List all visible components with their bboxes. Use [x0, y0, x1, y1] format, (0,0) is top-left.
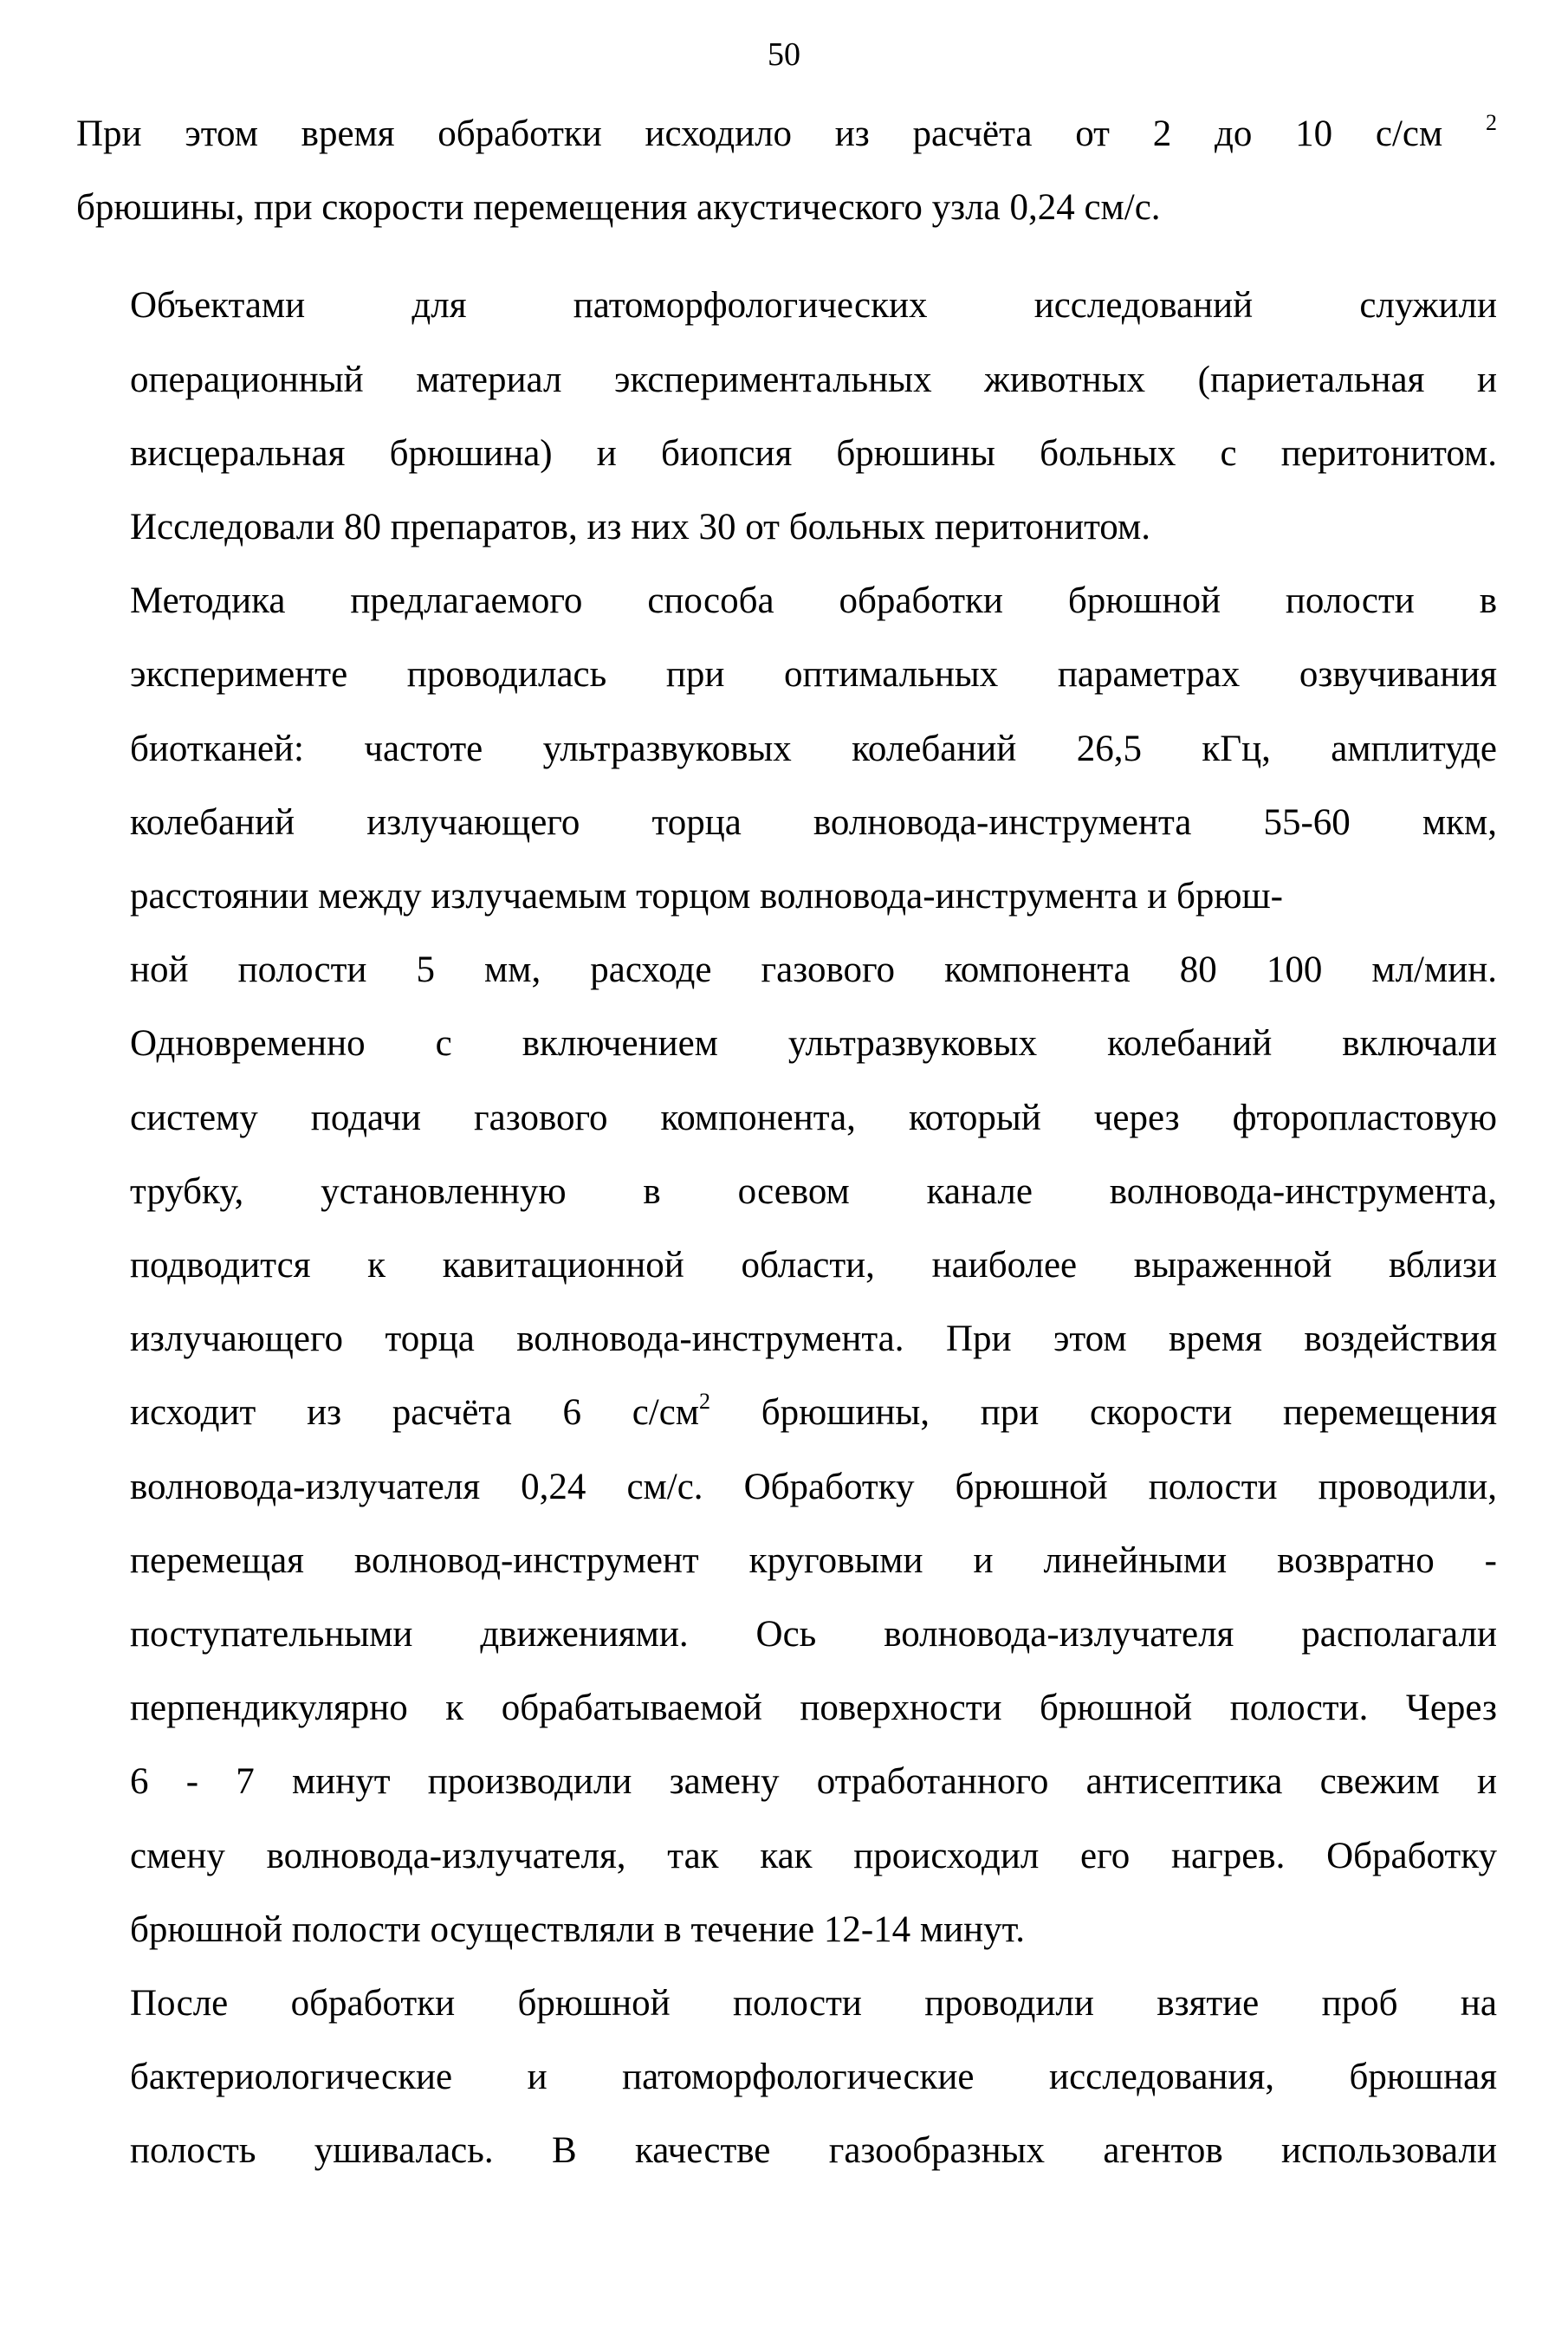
- superscript: 2: [699, 1389, 711, 1415]
- text-line: излучающего торца волновода-инструмента. При этом время воздействия: [130, 1319, 1497, 1360]
- text-line: бактериологические и патоморфологические исследования, брюшная: [130, 2057, 1497, 2098]
- text-line: 6 - 7 минут производили замену отработанного антисептика свежим и: [130, 1761, 1497, 1803]
- text-line: перемещая волновод-инструмент круговыми и линейными возвратно -: [130, 1539, 1497, 1581]
- text-line: биотканей: частоте ультразвуковых колебаний 26,5 кГц, амплитуде: [130, 728, 1497, 769]
- text-line: поступательными движениями. Ось волновода-излучателя располагали: [130, 1614, 1497, 1655]
- paragraph-3: [76, 564, 1497, 1966]
- text-line: смену волновода-излучателя, так как происходил его нагрев. Обработку: [130, 1835, 1497, 1876]
- text-line: трубку, установленную в осевом канале волновода-инструмента,: [130, 1170, 1497, 1212]
- text-line: брюшной полости осуществляли в течение 12-14 минут.: [130, 1908, 1025, 1950]
- text-line: ной полости 5 мм, расходе газового компонента 80 100 мл/мин.: [130, 949, 1497, 991]
- text-line: расстоянии между излучаемым торцом волновода-инструмента и брюш-: [130, 876, 1283, 917]
- page-number: 50: [768, 36, 800, 73]
- text-line: После обработки брюшной полости проводили взятие проб на: [130, 1983, 1497, 2025]
- text-line: подводится к кавитационной области, наиболее выраженной вблизи: [130, 1245, 1497, 1286]
- text-line: Объектами для патоморфологических исследований служили: [130, 285, 1497, 327]
- text-line: систему подачи газового компонента, который через фторопластовую: [130, 1097, 1497, 1138]
- body-text: [76, 97, 1497, 2188]
- superscript: 2: [1486, 110, 1497, 135]
- paragraph-2: [76, 269, 1497, 564]
- text-line: эксперименте проводилась при оптимальных параметрах озвучивания: [130, 654, 1497, 696]
- paragraph-4: [76, 1966, 1497, 2188]
- text-line: полость ушивалась. В качестве газообразных агентов использовали: [130, 2130, 1497, 2172]
- text-line: брюшины, при скорости перемещения акустического узла 0,24 см/с.: [76, 187, 1161, 229]
- text-line: перпендикулярно к обрабатываемой поверхности брюшной полости. Через: [130, 1688, 1497, 1729]
- text-line: висцеральная брюшина) и биопсия брюшины больных с перитонитом.: [130, 432, 1497, 474]
- paragraph-1: [76, 97, 1497, 244]
- text-line: операционный материал экспериментальных животных (париетальная и: [130, 359, 1497, 400]
- text-line: Исследовали 80 препаратов, из них 30 от больных перитонитом.: [130, 507, 1150, 548]
- text-line: При этом время обработки исходило из расчёта от 2 до 10 с/см $^2$: [76, 110, 1497, 154]
- text-line: волновода-излучателя 0,24 см/с. Обработку брюшной полости проводили,: [130, 1466, 1497, 1507]
- text-line: Одновременно с включением ультразвуковых колебаний включали: [130, 1023, 1497, 1065]
- text-line: колебаний излучающего торца волновода-инструмента 55-60 мкм,: [130, 801, 1497, 843]
- text-line: исходит из расчёта 6 $с/см^2$ брюшины, при скорости перемещения: [130, 1389, 1497, 1434]
- text-line: Методика предлагаемого способа обработки брюшной полости в: [130, 580, 1497, 622]
